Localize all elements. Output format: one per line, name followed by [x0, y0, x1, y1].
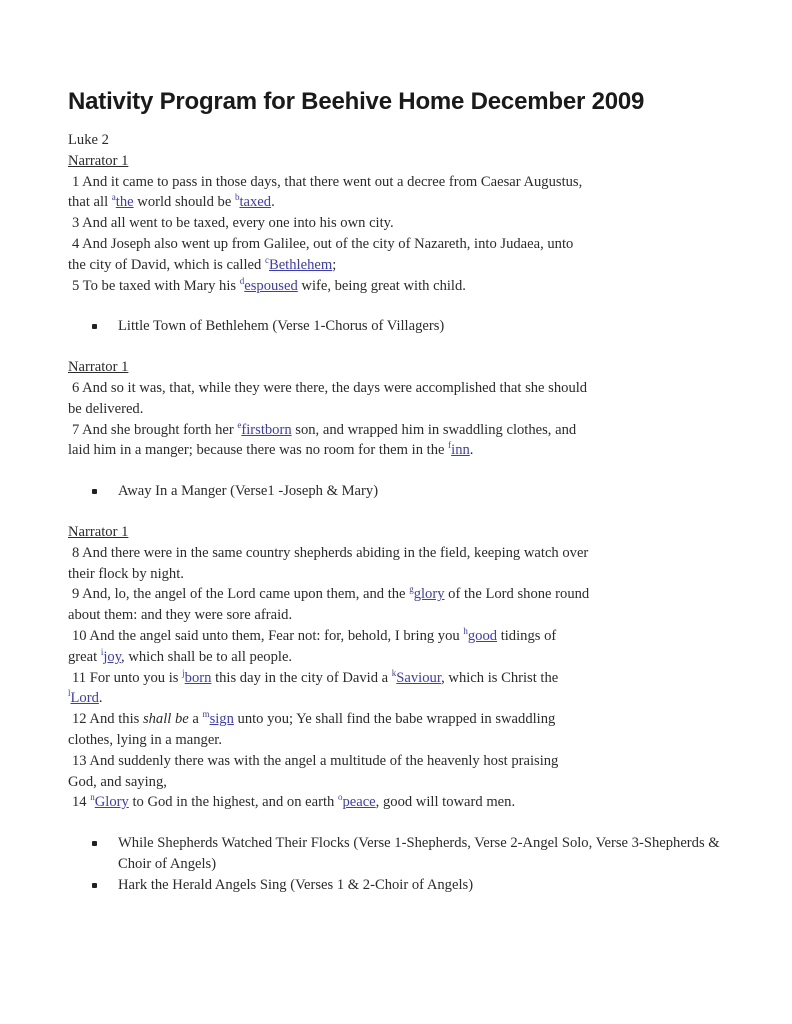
footnote-marker[interactable]: n: [90, 792, 95, 803]
page-title: Nativity Program for Beehive Home December 2009: [68, 88, 645, 115]
scripture-line: great $^i$joy, which shall be to all people.: [68, 646, 293, 665]
scripture-line: 12 And this shall be a $^m$sign unto you; Ye shall find the babe wrapped in swaddling: [72, 709, 556, 728]
spacer: [68, 461, 732, 481]
footnote-marker[interactable]: h: [463, 626, 468, 637]
scripture-line: 14 $^n$Glory to God in the highest, and on earth $^o$peace, good will toward men.: [72, 792, 516, 811]
song-list: [68, 833, 732, 895]
song-list: [68, 481, 732, 502]
italic-text: shall be: [142, 711, 189, 728]
footnote-marker[interactable]: f: [448, 440, 452, 451]
scripture-line: 13 And suddenly there was with the angel a multitude of the heavenly host praising: [72, 752, 559, 769]
song-list-item: [118, 833, 732, 875]
cross-reference-link[interactable]: peace: [342, 794, 376, 811]
scripture-line: laid him in a manger; because there was no room for them in the $^f$inn.: [68, 440, 474, 459]
scripture-line: 6 And so it was, that, while they were there, the days were accomplished that she should: [72, 379, 588, 396]
chapter-reference: Luke 2: [68, 132, 109, 148]
narrator-label: Narrator 1: [68, 152, 129, 169]
footnote-marker[interactable]: k: [391, 667, 397, 678]
footnote-marker[interactable]: g: [409, 584, 414, 595]
cross-reference-link[interactable]: joy: [103, 648, 122, 665]
scripture-line: 7 And she brought forth her $^e$firstborn son, and wrapped him in swaddling clothes, and: [72, 419, 577, 438]
scripture-line: the city of David, which is called $^c$Bethlehem;: [68, 254, 337, 273]
cross-reference-link[interactable]: glory: [413, 586, 445, 603]
cross-reference-link[interactable]: the: [115, 194, 134, 211]
song-title: Little Town of Bethlehem (Verse 1-Chorus of Villagers): [118, 318, 445, 335]
cross-reference-link[interactable]: firstborn: [241, 421, 292, 438]
cross-reference-link[interactable]: born: [184, 669, 212, 686]
footnote-marker[interactable]: i: [100, 646, 104, 657]
scripture-line: 8 And there were in the same country shepherds abiding in the field, keeping watch over: [72, 544, 589, 561]
scripture-line: about them: and they were sore afraid.: [68, 607, 293, 624]
spacer: [68, 813, 732, 833]
cross-reference-link[interactable]: sign: [209, 711, 234, 728]
cross-reference-link[interactable]: Glory: [94, 794, 129, 811]
scripture-line: 9 And, lo, the angel of the Lord came upon them, and the $^g$glory of the Lord shone round: [72, 584, 590, 603]
cross-reference-link[interactable]: Lord: [70, 690, 99, 707]
cross-reference-link[interactable]: espoused: [244, 277, 298, 294]
song-title: Hark the Herald Angels Sing (Verses 1 & 2-Choir of Angels): [118, 876, 474, 893]
scripture-line: 10 And the angel said unto them, Fear not: for, behold, I bring you $^h$good tidings of: [72, 626, 557, 644]
scripture-line: 3 And all went to be taxed, every one into his own city.: [72, 215, 394, 232]
footnote-marker[interactable]: m: [202, 709, 210, 720]
spacer: [68, 502, 732, 522]
narrator-label: Narrator 1: [68, 359, 129, 376]
scripture-line: 1 And it came to pass in those days, that there went out a decree from Caesar Augustus,: [72, 173, 583, 190]
footnote-marker[interactable]: b: [234, 192, 240, 203]
song-title: Away In a Manger (Verse1 -Joseph & Mary): [118, 483, 379, 500]
scripture-line: $^l$Lord.: [68, 688, 103, 707]
cross-reference-link[interactable]: Bethlehem: [268, 256, 333, 273]
scripture-line: 5 To be taxed with Mary his $^d$espoused wife, being great with child.: [72, 275, 466, 294]
song-list-item: [118, 481, 732, 502]
cross-reference-link[interactable]: taxed: [239, 194, 272, 211]
footnote-marker[interactable]: o: [337, 792, 343, 803]
cross-reference-link[interactable]: Saviour: [396, 669, 442, 686]
spacer: [68, 337, 732, 357]
scripture-line: God, and saying,: [68, 773, 167, 790]
footnote-marker[interactable]: e: [237, 419, 242, 430]
cross-reference-link[interactable]: good: [467, 627, 498, 644]
footnote-marker[interactable]: j: [182, 667, 185, 678]
scripture-line: clothes, lying in a manger.: [68, 731, 223, 748]
song-list: [68, 316, 732, 337]
song-title: While Shepherds Watched Their Flocks (Verse 1-Shepherds, Verse 2-Angel Solo, Verse 3-Shepherds & Choir of Angels): [118, 835, 720, 872]
footnote-marker[interactable]: d: [239, 275, 245, 286]
footnote-marker[interactable]: l: [68, 688, 71, 699]
scripture-line: 4 And Joseph also went up from Galilee, out of the city of Nazareth, into Judaea, unto: [72, 235, 574, 252]
program-sections: [68, 151, 732, 896]
footnote-marker[interactable]: a: [111, 192, 116, 203]
song-list-item: [118, 875, 732, 896]
spacer: [68, 296, 732, 316]
song-list-item: [118, 316, 732, 337]
narrator-label: Narrator 1: [68, 523, 129, 540]
cross-reference-link[interactable]: inn: [451, 442, 470, 459]
scripture-line: that all $^a$the world should be $^b$taxed.: [68, 192, 275, 211]
scripture-line: their flock by night.: [68, 565, 184, 582]
scripture-line: be delivered.: [68, 400, 144, 417]
footnote-marker[interactable]: c: [264, 254, 269, 265]
scripture-line: 11 For unto you is $^j$born this day in the city of David a $^k$Saviour, which is Christ the: [72, 667, 559, 686]
